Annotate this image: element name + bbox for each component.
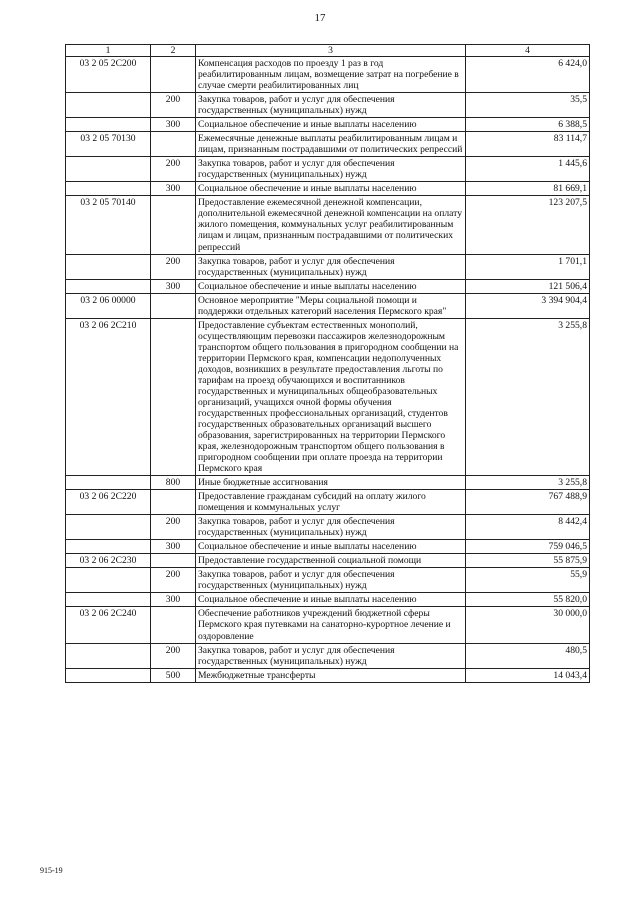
row-expense-type-cell [151,607,196,643]
row-code-cell [66,593,151,607]
table-row [66,568,590,593]
budget-table [65,44,590,683]
row-code-cell [66,540,151,554]
row-code-cell: 03 2 06 2С240 [66,607,151,643]
row-name-cell: Закупка товаров, работ и услуг для обеспечения государственных (муниципальных) нужд [196,515,466,540]
row-code-cell: 03 2 06 2С210 [66,318,151,475]
table-row [66,318,590,475]
row-code-cell [66,118,151,132]
row-expense-type-cell [151,196,196,254]
table-row [66,607,590,643]
table-row [66,182,590,196]
row-expense-type-cell [151,490,196,515]
row-name-cell: Закупка товаров, работ и услуг для обеспечения государственных (муниципальных) нужд [196,93,466,118]
row-amount-cell: 3 255,8 [466,318,590,475]
row-name-cell: Закупка товаров, работ и услуг для обеспечения государственных (муниципальных) нужд [196,643,466,668]
row-code-cell [66,515,151,540]
row-amount-cell: 55,9 [466,568,590,593]
row-expense-type-cell: 200 [151,568,196,593]
row-expense-type-cell: 300 [151,182,196,196]
row-name-cell: Ежемесячные денежные выплаты реабилитированным лицам и лицам, признанным пострадавшими от политических репрессий [196,132,466,157]
header-col-4: 4 [466,45,590,57]
row-amount-cell: 6 424,0 [466,57,590,93]
row-name-cell: Иные бюджетные ассигнования [196,476,466,490]
row-amount-cell: 3 255,8 [466,476,590,490]
table-row [66,254,590,279]
row-code-cell [66,643,151,668]
row-expense-type-cell: 500 [151,668,196,682]
row-name-cell: Основное мероприятие "Меры социальной помощи и поддержки отдельных категорий населения Пермского края" [196,293,466,318]
row-name-cell: Компенсация расходов по проезду 1 раз в год реабилитированным лицам, возмещение затрат на погребение в случае смерти реабилитированных лиц [196,57,466,93]
table-row [66,476,590,490]
row-expense-type-cell [151,57,196,93]
row-expense-type-cell: 300 [151,593,196,607]
row-name-cell: Социальное обеспечение и иные выплаты населению [196,279,466,293]
row-name-cell: Социальное обеспечение и иные выплаты населению [196,593,466,607]
row-amount-cell: 121 506,4 [466,279,590,293]
table-row [66,593,590,607]
table-row [66,554,590,568]
row-amount-cell: 767 488,9 [466,490,590,515]
row-amount-cell: 1 445,6 [466,157,590,182]
table-row [66,515,590,540]
table-header-row [66,45,590,57]
row-code-cell [66,182,151,196]
row-expense-type-cell: 200 [151,643,196,668]
header-col-2: 2 [151,45,196,57]
row-code-cell [66,279,151,293]
row-expense-type-cell: 800 [151,476,196,490]
table-row [66,490,590,515]
header-col-3: 3 [196,45,466,57]
row-name-cell: Предоставление ежемесячной денежной компенсации, дополнительной ежемесячной денежной компенсации на оплату жилого помещения, коммунальных услуг реабилитированным лицам и лицам, признанным пострадавшими от политических репрессий [196,196,466,254]
row-name-cell: Предоставление государственной социальной помощи [196,554,466,568]
row-name-cell: Межбюджетные трансферты [196,668,466,682]
row-expense-type-cell: 300 [151,540,196,554]
row-code-cell [66,476,151,490]
table-row [66,196,590,254]
row-amount-cell: 3 394 904,4 [466,293,590,318]
page-number: 17 [314,12,326,24]
row-expense-type-cell: 200 [151,93,196,118]
row-amount-cell: 6 388,5 [466,118,590,132]
row-code-cell: 03 2 05 2С200 [66,57,151,93]
row-amount-cell: 123 207,5 [466,196,590,254]
row-amount-cell: 35,5 [466,93,590,118]
row-amount-cell: 55 820,0 [466,593,590,607]
table-row [66,93,590,118]
row-expense-type-cell: 200 [151,515,196,540]
table-row [66,132,590,157]
row-expense-type-cell [151,554,196,568]
table-row [66,157,590,182]
row-code-cell: 03 2 06 2С230 [66,554,151,568]
row-code-cell: 03 2 05 70140 [66,196,151,254]
table-row [66,118,590,132]
table-row [66,668,590,682]
row-name-cell: Социальное обеспечение и иные выплаты населению [196,540,466,554]
row-amount-cell: 14 043,4 [466,668,590,682]
row-amount-cell: 55 875,9 [466,554,590,568]
table-row [66,57,590,93]
row-amount-cell: 83 114,7 [466,132,590,157]
row-code-cell [66,568,151,593]
row-expense-type-cell: 300 [151,279,196,293]
table-row [66,279,590,293]
row-name-cell: Обеспечение работников учреждений бюджетной сферы Пермского края путевками на санаторно-курортное лечение и оздоровление [196,607,466,643]
row-amount-cell: 30 000,0 [466,607,590,643]
row-code-cell [66,93,151,118]
row-code-cell [66,157,151,182]
row-name-cell: Закупка товаров, работ и услуг для обеспечения государственных (муниципальных) нужд [196,254,466,279]
table-row [66,293,590,318]
row-code-cell [66,668,151,682]
row-expense-type-cell [151,132,196,157]
row-name-cell: Закупка товаров, работ и услуг для обеспечения государственных (муниципальных) нужд [196,568,466,593]
row-expense-type-cell [151,318,196,475]
row-amount-cell: 81 669,1 [466,182,590,196]
row-name-cell: Предоставление гражданам субсидий на оплату жилого помещения и коммунальных услуг [196,490,466,515]
row-name-cell: Социальное обеспечение и иные выплаты населению [196,182,466,196]
row-amount-cell: 480,5 [466,643,590,668]
table-body [66,57,590,683]
row-code-cell [66,254,151,279]
row-code-cell: 03 2 06 2С220 [66,490,151,515]
header-col-1: 1 [66,45,151,57]
row-expense-type-cell: 300 [151,118,196,132]
row-expense-type-cell [151,293,196,318]
row-name-cell: Закупка товаров, работ и услуг для обеспечения государственных (муниципальных) нужд [196,157,466,182]
table-row [66,643,590,668]
row-code-cell: 03 2 05 70130 [66,132,151,157]
table-row [66,540,590,554]
row-amount-cell: 1 701,1 [466,254,590,279]
row-code-cell: 03 2 06 00000 [66,293,151,318]
row-name-cell: Предоставление субъектам естественных монополий, осуществляющим перевозки пассажиров железнодорожным транспортом общего пользования в пригородном сообщении на территории Пермского края, компенсации недополученных доходов, возникших в результате предоставления льготы по тарифам на проезд обучающихся и воспитанников государственных и муниципальных общеобразовательных организаций, учащихся очной формы обучения государственных профессиональных организаций, студентов государственных образовательных организаций высшего образования, зарегистрированных на территории Пермского края, железнодорожным транспортом общего пользования в пригородном сообщении при оплате проезда на территории Пермского края [196,318,466,475]
row-amount-cell: 759 046,5 [466,540,590,554]
row-expense-type-cell: 200 [151,157,196,182]
row-name-cell: Социальное обеспечение и иные выплаты населению [196,118,466,132]
row-expense-type-cell: 200 [151,254,196,279]
row-amount-cell: 8 442,4 [466,515,590,540]
footer-document-code: 915-19 [40,866,63,875]
